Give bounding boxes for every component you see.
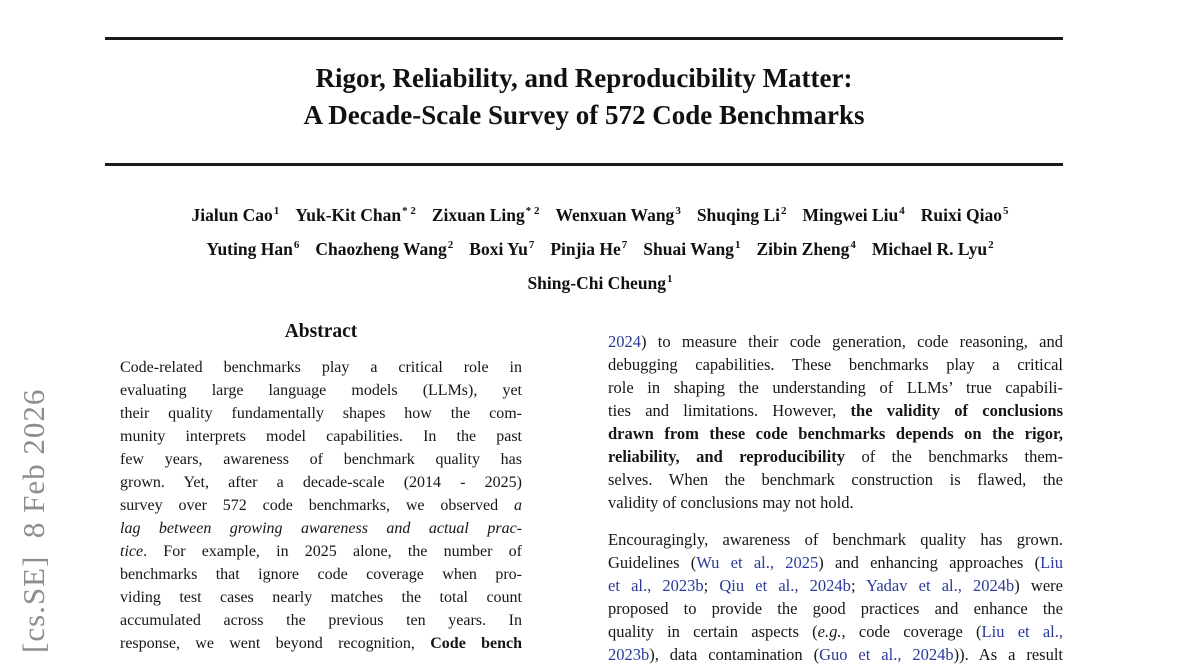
text-line [120, 586, 522, 609]
author-name: Wenxuan Wang [555, 204, 675, 225]
author-name: Shuqing Li [696, 204, 780, 225]
text-line [120, 425, 522, 448]
text-line [608, 445, 1063, 468]
author-entry [206, 230, 299, 264]
author-entry [643, 230, 740, 264]
text-line [120, 471, 522, 494]
author-name: Mingwei Liu [802, 204, 899, 225]
author-entry [315, 230, 453, 264]
author-row [70, 230, 1130, 264]
author-name: Shuai Wang [643, 238, 734, 259]
text-run: Code bench [430, 635, 522, 652]
text-line [120, 356, 522, 379]
author-entry [295, 196, 416, 230]
text-run: , code coverage ( [841, 622, 982, 641]
text-line [608, 597, 1063, 620]
text-run: survey over 572 code benchmarks, we observed [120, 497, 514, 514]
author-name: Boxi Yu [469, 238, 528, 259]
text-run: quality in certain aspects ( [608, 622, 818, 641]
author-affiliation-sup: 7 [621, 238, 628, 251]
title-line-1: Rigor, Reliability, and Reproducibility Matter: [315, 63, 853, 93]
author-affiliation-sup: 2 [447, 238, 454, 251]
text-run: evaluating large language models (LLMs), yet [120, 382, 522, 399]
text-run: accumulated across the previous ten years. In [120, 612, 522, 629]
author-name: Zixuan Ling [431, 204, 525, 225]
citation-link[interactable]: Guo et al., 2024b [819, 645, 954, 664]
text-line [608, 491, 1063, 514]
text-run: a [514, 497, 522, 514]
author-affiliation-sup: * 2 [402, 205, 416, 217]
citation-link[interactable]: Qiu et al., 2024b [719, 576, 851, 595]
arxiv-watermark: [cs.SE] 8 Feb 2026 [16, 388, 51, 653]
text-run: munity interprets model capabilities. In the past [120, 428, 522, 445]
author-affiliation-sup: 2 [781, 205, 787, 217]
text-line [608, 330, 1063, 353]
author-block [70, 196, 1130, 297]
text-line [120, 563, 522, 586]
text-line [608, 468, 1063, 491]
citation-link[interactable]: et al., 2023b [608, 576, 704, 595]
text-run: response, we went beyond recognition, [120, 635, 431, 652]
text-run: ; [703, 576, 720, 595]
text-run: role in shaping the understanding of LLMs’ true capabili- [608, 378, 1063, 397]
text-line [120, 609, 522, 632]
citation-link[interactable]: Liu [1040, 553, 1064, 572]
text-line [608, 376, 1063, 399]
author-affiliation-sup: 7 [528, 238, 535, 251]
text-run: Encouragingly, awareness of benchmark quality has grown. [608, 530, 1063, 549]
author-name: Yuting Han [206, 238, 293, 259]
text-run: the validity of conclusions [850, 401, 1063, 420]
author-entry [550, 230, 627, 264]
right-column-paragraph-2 [608, 528, 1063, 666]
text-run: Guidelines ( [608, 553, 697, 572]
text-line [120, 448, 522, 471]
title-rule [105, 163, 1063, 166]
text-run: e.g. [817, 622, 842, 641]
citation-link[interactable]: 2023b [608, 645, 650, 664]
author-row [70, 196, 1130, 230]
text-run: ties and limitations. However, [608, 401, 851, 420]
author-name: Pinjia He [550, 238, 621, 259]
text-run: tice [120, 543, 144, 560]
text-run: ) to measure their code generation, code reasoning, and [641, 332, 1063, 351]
text-line [608, 574, 1063, 597]
author-name: Shing-Chi Cheung [527, 272, 667, 293]
author-affiliation-sup: 6 [293, 238, 300, 251]
author-name: Chaozheng Wang [315, 238, 447, 259]
author-entry [432, 196, 540, 230]
author-affiliation-sup: 4 [850, 238, 856, 251]
text-line [608, 422, 1063, 445]
author-entry [697, 196, 787, 230]
abstract-column [120, 356, 522, 655]
title-line-2: A Decade-Scale Survey of 572 Code Benchmarks [303, 100, 865, 130]
text-run: of the benchmarks them- [844, 447, 1064, 466]
text-line [120, 632, 522, 655]
text-run: ) and enhancing approaches ( [818, 553, 1041, 572]
author-entry [527, 264, 672, 298]
author-entry [803, 196, 905, 230]
text-run: . For example, in 2025 alone, the number of [143, 543, 522, 560]
citation-link[interactable]: Liu et al., [981, 622, 1064, 641]
text-run: proposed to provide the good practices and enhance the [608, 599, 1063, 618]
citation-link[interactable]: Yadav et al., 2024b [866, 576, 1015, 595]
author-affiliation-sup: 4 [899, 205, 905, 217]
author-entry [921, 196, 1009, 230]
paper-title [105, 60, 1063, 134]
text-line [120, 517, 522, 540]
text-run: ) were [1014, 576, 1063, 595]
text-line [608, 399, 1063, 422]
author-affiliation-sup: * 2 [525, 205, 540, 217]
text-line [608, 528, 1063, 551]
text-run: drawn from these code benchmarks depends on the rigor, [608, 424, 1063, 443]
citation-link[interactable]: 2024 [608, 332, 641, 351]
author-entry [872, 230, 994, 264]
text-run: lag between growing awareness and actual prac- [120, 520, 522, 537]
text-run: their quality fundamentally shapes how the com- [120, 405, 522, 422]
author-row [70, 264, 1130, 298]
author-entry [555, 196, 680, 230]
text-run: Code-related benchmarks play a critical role in [120, 359, 522, 376]
text-run: viding test cases nearly matches the total count [120, 589, 522, 606]
text-run: )). As a result [953, 645, 1063, 664]
text-run: debugging capabilities. These benchmarks play a critical [608, 355, 1063, 374]
text-run: few years, awareness of benchmark quality has [120, 451, 522, 468]
right-column-paragraph-1 [608, 330, 1063, 514]
text-run: grown. Yet, after a decade-scale (2014 - 2025) [120, 474, 522, 491]
author-affiliation-sup: 1 [734, 238, 741, 251]
text-run: selves. When the benchmark construction is flawed, the [608, 470, 1063, 489]
text-line [120, 494, 522, 517]
text-run: reliability, and reproducibility [608, 447, 845, 466]
author-affiliation-sup: 5 [1002, 205, 1009, 217]
text-line [608, 620, 1063, 643]
author-name: Ruixi Qiao [920, 204, 1002, 225]
author-entry [756, 230, 855, 264]
author-affiliation-sup: 2 [988, 238, 994, 251]
text-run: validity of conclusions may not hold. [608, 493, 854, 512]
text-run: ), data contamination ( [649, 645, 820, 664]
text-line [608, 353, 1063, 376]
author-affiliation-sup: 1 [667, 272, 673, 285]
text-run: benchmarks that ignore code coverage when pro- [120, 566, 522, 583]
author-name: Michael R. Lyu [871, 238, 988, 259]
author-entry [469, 230, 534, 264]
author-entry [192, 196, 280, 230]
author-name: Yuk-Kit Chan [295, 204, 402, 225]
text-line [120, 540, 522, 563]
author-name: Zibin Zheng [756, 238, 850, 259]
abstract-heading: Abstract [284, 321, 358, 342]
text-line [120, 402, 522, 425]
citation-link[interactable]: Wu et al., 2025 [696, 553, 819, 572]
top-rule [105, 37, 1063, 40]
text-line [608, 551, 1063, 574]
text-line [608, 643, 1063, 666]
author-affiliation-sup: 3 [675, 205, 681, 217]
author-affiliation-sup: 1 [273, 205, 280, 217]
text-line [120, 379, 522, 402]
author-name: Jialun Cao [191, 204, 273, 225]
text-run: ; [850, 576, 867, 595]
